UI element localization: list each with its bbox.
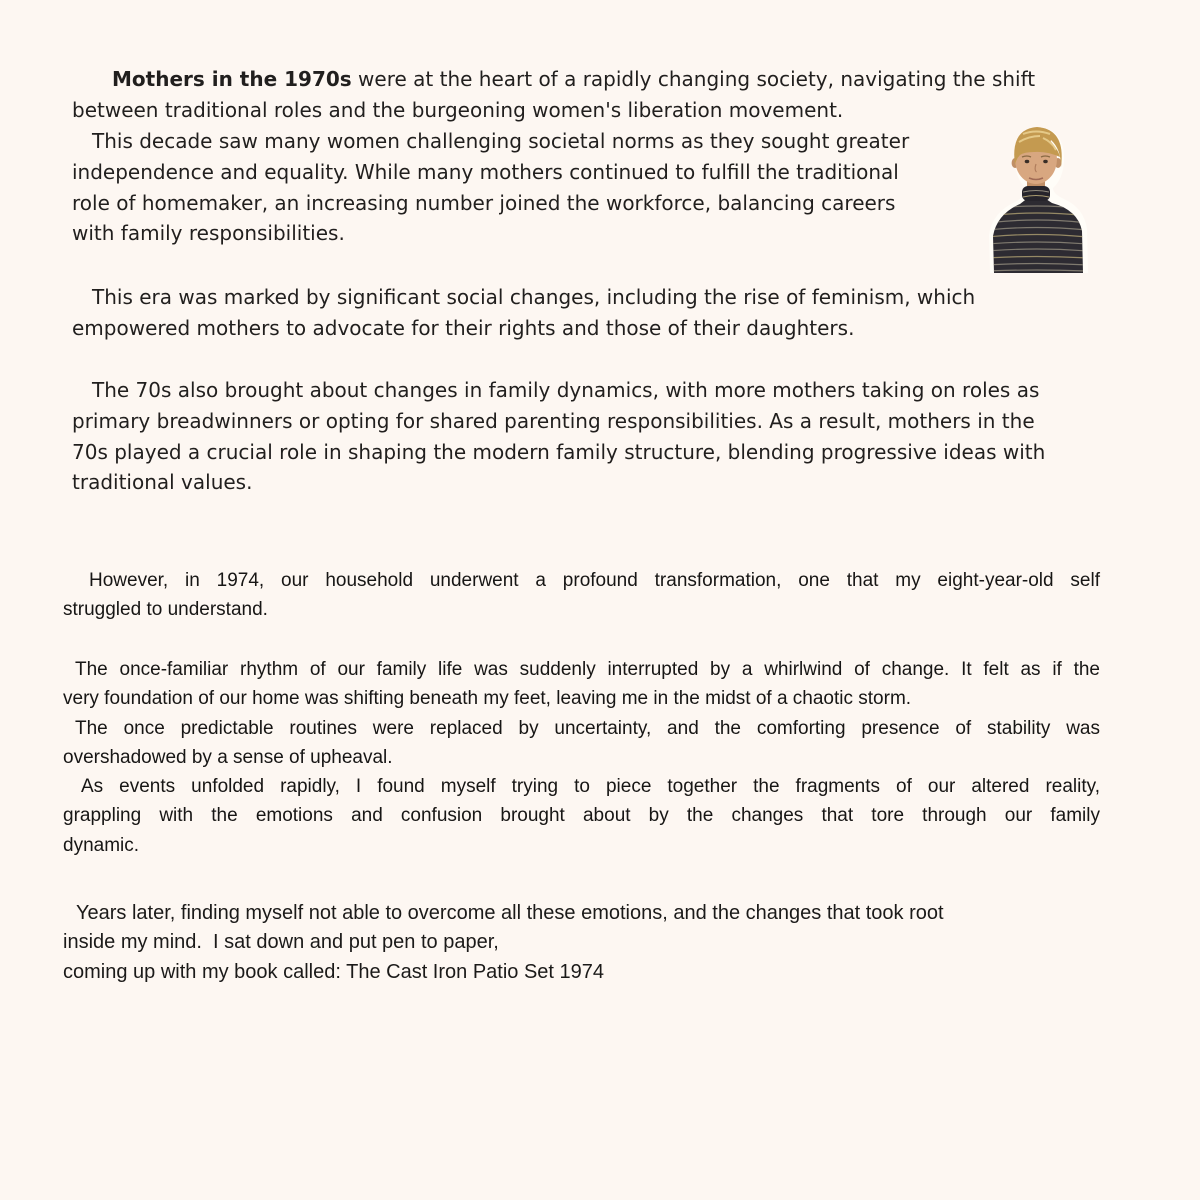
text-line: The once predictable routines were replaced by uncertainty, and the comforting presence of stability was [75, 718, 1100, 739]
text-line: with family responsibilities. [72, 221, 345, 246]
text-line: very foundation of our home was shifting beneath my feet, leaving me in the midst of a chaotic storm. [63, 688, 912, 710]
text-line: role of homemaker, an increasing number joined the workforce, balancing careers [72, 190, 896, 215]
text-line: However, in 1974, our household underwent a profound transformation, one that my eight-year-old self [89, 570, 1100, 591]
paragraph-1974-transformation [63, 566, 1100, 625]
boy-portrait-photo [977, 117, 1093, 273]
text-line: between traditional roles and the burgeoning women's liberation movement. [72, 97, 844, 122]
text-line: The 70s also brought about changes in family dynamics, with more mothers taking on roles as [92, 378, 1040, 402]
text-line: grappling with the emotions and confusion brought about by the changes that tore through our family [63, 805, 1100, 827]
paragraph-family-dynamics [72, 375, 1162, 498]
text-line: 70s played a crucial role in shaping the modern family structure, blending progressive ideas with [72, 439, 1046, 464]
text-line: primary breadwinners or opting for shared parenting responsibilities. As a result, mothers in the [72, 408, 1035, 433]
text-line: The once-familiar rhythm of our family life was suddenly interrupted by a whirlwind of change. It felt as if the [75, 659, 1100, 680]
text-line: inside my mind. I sat down and put pen to paper, [63, 931, 499, 954]
bold-lead: Mothers in the 1970s [112, 67, 352, 91]
text-line: independence and equality. While many mothers continued to fulfill the traditional [72, 159, 899, 184]
turtleneck-collar [1022, 186, 1050, 201]
paragraph-whirlwind [63, 655, 1100, 714]
text-line: As events unfolded rapidly, I found myself trying to piece together the fragments of our altered reality, [81, 776, 1100, 797]
paragraph-feminism [72, 282, 1162, 344]
text-line: This era was marked by significant social changes, including the rise of feminism, which [92, 285, 976, 309]
text-line [72, 64, 1162, 95]
text-line: overshadowed by a sense of upheaval. [63, 747, 393, 769]
paragraph-routines [63, 714, 1100, 773]
text-line: empowered mothers to advocate for their rights and those of their daughters. [72, 315, 855, 340]
text-line: Years later, finding myself not able to overcome all these emotions, and the changes that took root [76, 902, 944, 924]
text-line: dynamic. [63, 834, 140, 856]
text-line-rest: were at the heart of a rapidly changing society, navigating the shift [351, 67, 1036, 91]
text-line: coming up with my book called: The Cast Iron Patio Set 1974 [63, 960, 605, 983]
text-line: struggled to understand. [63, 599, 268, 621]
text-line: This decade saw many women challenging societal norms as they sought greater [92, 129, 910, 153]
boy-portrait-illustration [977, 117, 1093, 273]
text-line: traditional values. [72, 470, 253, 495]
paragraph-fragments [63, 772, 1100, 860]
paragraph-book-title [63, 899, 1123, 987]
